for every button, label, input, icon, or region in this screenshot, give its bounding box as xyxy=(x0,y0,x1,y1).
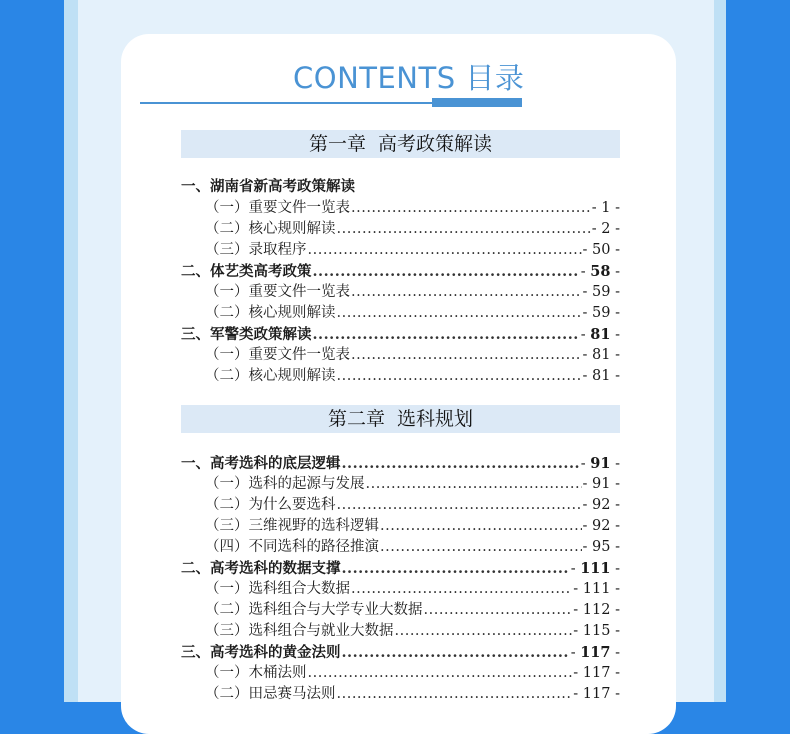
toc-entry-label: （一）重要文件一览表 xyxy=(205,200,350,216)
toc-entry[interactable] xyxy=(181,282,620,303)
toc-entry-page: - 59 - xyxy=(582,284,620,300)
toc-entry-label: （二）核心规则解读 xyxy=(205,305,336,321)
toc-entry[interactable] xyxy=(181,537,620,558)
toc-entry-page: - 92 - xyxy=(582,518,620,534)
toc-entry[interactable] xyxy=(181,495,620,516)
toc-entry-label: 一、湖南省新高考政策解读 xyxy=(181,178,355,195)
toc-entry-page: - 117 - xyxy=(573,686,620,702)
toc-entry-page: - 95 - xyxy=(582,539,620,555)
toc-entry-label: （二）选科组合与大学专业大数据 xyxy=(205,602,423,618)
toc-entry[interactable] xyxy=(181,516,620,537)
toc-entry-page: - 81 - xyxy=(580,326,620,343)
toc-entry[interactable] xyxy=(181,663,620,684)
toc-entry[interactable] xyxy=(181,240,620,261)
toc-entry-page: - 2 - xyxy=(591,221,620,237)
toc-entry[interactable] xyxy=(181,558,620,579)
dot-leader xyxy=(337,495,582,516)
toc-entry-page: - 111 - xyxy=(573,581,620,597)
toc-entry-label: 一、高考选科的底层逻辑 xyxy=(181,455,341,472)
dot-leader xyxy=(342,642,570,663)
dot-leader xyxy=(380,516,582,537)
dot-leader xyxy=(342,558,570,579)
dot-leader xyxy=(308,240,582,261)
toc-entry-page: - 91 - xyxy=(582,476,620,492)
toc-entry-label: （一）重要文件一览表 xyxy=(205,347,350,363)
dot-leader xyxy=(366,474,582,495)
title-accent-bar xyxy=(432,98,522,107)
toc-entry[interactable] xyxy=(181,345,620,366)
toc-entry-label: （一）选科的起源与发展 xyxy=(205,476,365,492)
toc-entry-page: - 91 - xyxy=(580,455,620,472)
toc-entry-page: - 117 - xyxy=(570,644,620,661)
toc-entry-label: 二、体艺类高考政策 xyxy=(181,263,312,280)
dot-leader xyxy=(351,345,582,366)
toc-entry-label: （三）三维视野的选科逻辑 xyxy=(205,518,379,534)
dot-leader xyxy=(424,600,573,621)
dot-leader xyxy=(351,282,582,303)
toc-entry-label: （三）录取程序 xyxy=(205,242,307,258)
toc-entry-label: 三、军警类政策解读 xyxy=(181,326,312,343)
dot-leader xyxy=(337,303,582,324)
toc-title: CONTENTS 目录 xyxy=(293,61,525,95)
toc-entry[interactable] xyxy=(181,324,620,345)
toc-entry-page: - 81 - xyxy=(582,368,620,384)
dot-leader xyxy=(342,453,580,474)
toc-entry-label: （一）木桶法则 xyxy=(205,665,307,681)
dot-leader xyxy=(351,198,591,219)
toc-entry-label: 二、高考选科的数据支撑 xyxy=(181,560,341,577)
dot-leader xyxy=(380,537,582,558)
toc-entry-page: - 81 - xyxy=(582,347,620,363)
dot-leader xyxy=(351,579,572,600)
dot-leader xyxy=(313,261,580,282)
toc-entry-label: 三、高考选科的黄金法则 xyxy=(181,644,341,661)
dot-leader xyxy=(337,366,582,387)
dot-leader xyxy=(308,663,573,684)
toc-entry-label: （一）选科组合大数据 xyxy=(205,581,350,597)
toc-entry-page: - 50 - xyxy=(582,242,620,258)
dot-leader xyxy=(313,324,580,345)
toc-entry-page: - 117 - xyxy=(573,665,620,681)
toc-entry-page: - 115 - xyxy=(573,623,620,639)
chapter-title: 第二章 选科规划 xyxy=(327,408,474,430)
toc-entry-label: （二）为什么要选科 xyxy=(205,497,336,513)
chapter-heading xyxy=(181,130,620,158)
toc-entry-label: （四）不同选科的路径推演 xyxy=(205,539,379,555)
toc-entry-label: （二）田忌赛马法则 xyxy=(205,686,336,702)
toc-entry[interactable] xyxy=(181,219,620,240)
toc-entry-label: （三）选科组合与就业大数据 xyxy=(205,623,394,639)
toc-entry-page: - 59 - xyxy=(582,305,620,321)
toc-entry-page: - 92 - xyxy=(582,497,620,513)
toc-entry-page: - 58 - xyxy=(580,263,620,280)
toc-entry[interactable] xyxy=(181,642,620,663)
chapter-title: 第一章 高考政策解读 xyxy=(308,133,493,155)
chapter-heading xyxy=(181,405,620,433)
toc-entry[interactable] xyxy=(181,453,620,474)
toc-entry-page: - 1 - xyxy=(591,200,620,216)
dot-leader xyxy=(337,219,591,240)
toc-entry-page: - 111 - xyxy=(570,560,620,577)
dot-leader xyxy=(395,621,573,642)
toc-entry[interactable] xyxy=(181,303,620,324)
toc-entry[interactable] xyxy=(181,366,620,387)
toc-entry[interactable] xyxy=(181,198,620,219)
toc-entry[interactable] xyxy=(181,621,620,642)
toc-entry-label: （二）核心规则解读 xyxy=(205,221,336,237)
toc-entry-label: （二）核心规则解读 xyxy=(205,368,336,384)
toc-entry-page: - 112 - xyxy=(573,602,620,618)
toc-entry[interactable] xyxy=(181,176,620,197)
toc-entry-label: （一）重要文件一览表 xyxy=(205,284,350,300)
toc-entry[interactable] xyxy=(181,600,620,621)
toc-entry[interactable] xyxy=(181,261,620,282)
toc-entry[interactable] xyxy=(181,579,620,600)
toc-entry[interactable] xyxy=(181,474,620,495)
